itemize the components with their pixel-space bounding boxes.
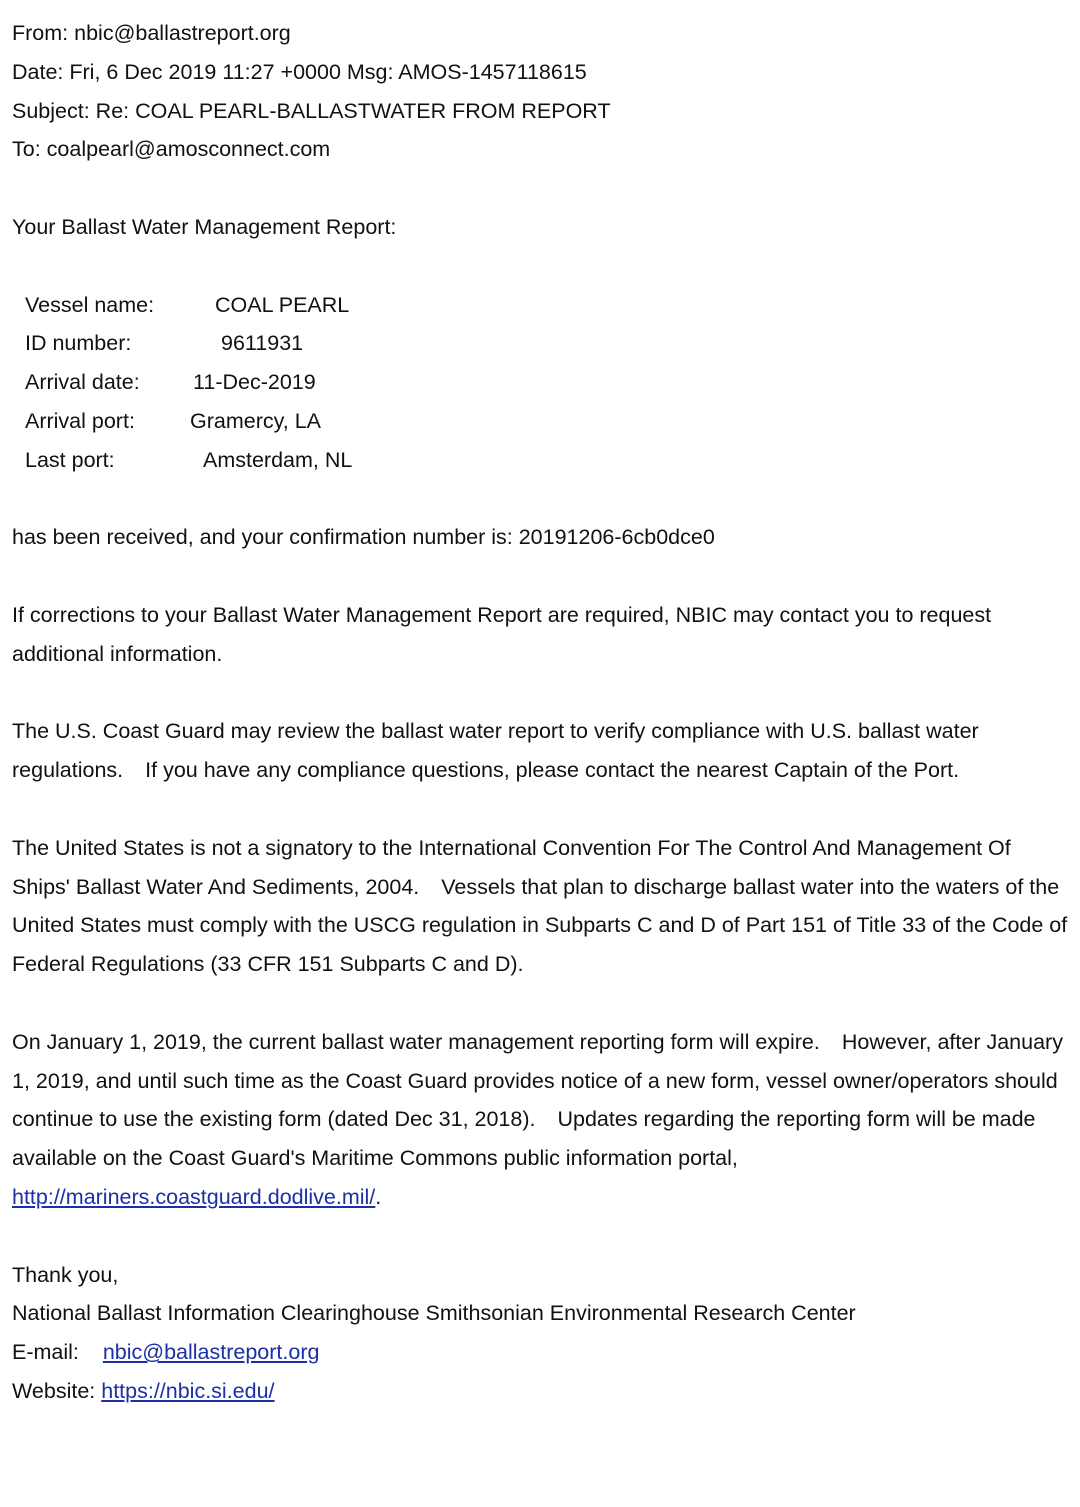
spacer <box>12 1217 1068 1256</box>
coast-guard-text-2: If you have any compliance questions, please contact the nearest Captain of the Port. <box>145 758 960 783</box>
form-notice-text-2: However, after January 1, 2019, and until such time as the Coast Guard provides notice of a new form, vessel owner/operators should continue to use the existing form (dated Dec 31, 2018). <box>12 1029 1063 1132</box>
subject-label: Subject: <box>12 98 90 123</box>
email-link[interactable]: nbic@ballastreport.org <box>102 1340 320 1365</box>
spacer <box>12 984 1068 1023</box>
spacer <box>12 790 1068 829</box>
email-label: E-mail: <box>12 1340 79 1365</box>
spacer <box>12 169 1068 208</box>
arrival-date-value: 11-Dec-2019 <box>193 370 316 395</box>
vessel-row <box>25 402 352 441</box>
website-link[interactable]: https://nbic.si.edu/ <box>101 1378 275 1403</box>
convention-paragraph <box>12 829 1068 984</box>
spacer <box>12 557 1068 596</box>
coast-guard-paragraph <box>12 712 1068 790</box>
vessel-name-label: Vessel name: <box>25 292 155 317</box>
spacer <box>12 480 1068 519</box>
id-number-label: ID number: <box>25 331 132 356</box>
coast-guard-text-1: The U.S. Coast Guard may review the ballast water report to verify compliance with U.S. ballast water regulations. <box>12 719 979 783</box>
id-number-value: 9611931 <box>221 331 304 356</box>
msg-id: AMOS-1457118615 <box>398 59 587 84</box>
spacer <box>12 247 1068 286</box>
from-line <box>12 14 1068 53</box>
vessel-details-table <box>25 286 352 480</box>
date-value: Fri, 6 Dec 2019 11:27 +0000 <box>69 59 341 84</box>
form-notice-paragraph <box>12 1023 1068 1217</box>
vessel-row <box>25 363 352 402</box>
spacer <box>12 674 1068 713</box>
vessel-row <box>25 286 352 325</box>
date-label: Date: <box>12 59 64 84</box>
website-line <box>12 1372 1068 1411</box>
email-line <box>12 1333 1068 1372</box>
last-port-value: Amsterdam, NL <box>203 447 353 472</box>
arrival-date-label: Arrival date: <box>25 370 140 395</box>
intro-line: Your Ballast Water Management Report: <box>12 214 397 239</box>
last-port-label: Last port: <box>25 447 115 472</box>
form-notice-text-1: On January 1, 2019, the current ballast water management reporting form will expire. <box>12 1029 820 1054</box>
form-notice-end: . <box>375 1184 382 1209</box>
to-address: coalpearl@amosconnect.com <box>46 137 331 162</box>
corrections-text: If corrections to your Ballast Water Management Report are required, NBIC may contact you to request additional information. <box>12 602 992 666</box>
from-label: From: <box>12 21 69 45</box>
msg-label: Msg: <box>346 59 394 84</box>
convention-text-2: Vessels that plan to discharge ballast water into the waters of the United States must comply with the USCG regulation in Subparts C and D of Part 151 of Title 33 of the Code of Federal Regulations (33 CFR 151 Subparts C and D). <box>12 874 1068 977</box>
vessel-row <box>25 441 352 480</box>
website-label: Website: <box>12 1378 96 1403</box>
vessel-row <box>25 324 352 363</box>
subject-line <box>12 92 1068 131</box>
thanks-line: Thank you, <box>12 1262 119 1287</box>
vessel-name-value: COAL PEARL <box>215 292 350 317</box>
from-address: nbic@ballastreport.org <box>74 21 291 45</box>
to-label: To: <box>12 137 41 162</box>
corrections-paragraph <box>12 596 1068 674</box>
maritime-commons-link[interactable]: http://mariners.coastguard.dodlive.mil/ <box>12 1184 376 1209</box>
confirmation-line: has been received, and your confirmation number is: 20191206-6cb0dce0 <box>12 525 715 550</box>
form-notice-text-3: Updates regarding the reporting form will be made available on the Coast Guard's Maritime Commons public information portal, <box>12 1107 1036 1171</box>
arrival-port-value: Gramercy, LA <box>190 408 322 433</box>
date-line <box>12 53 1068 92</box>
convention-text-1: The United States is not a signatory to the International Convention For The Control And Management Of Ships' Ballast Water And Sediments, 2004. <box>12 835 1011 899</box>
to-line <box>12 130 1068 169</box>
arrival-port-label: Arrival port: <box>25 408 135 433</box>
subject-value: Re: COAL PEARL-BALLASTWATER FROM REPORT <box>95 98 611 123</box>
organization-name: National Ballast Information Clearinghouse Smithsonian Environmental Research Center <box>12 1301 856 1326</box>
